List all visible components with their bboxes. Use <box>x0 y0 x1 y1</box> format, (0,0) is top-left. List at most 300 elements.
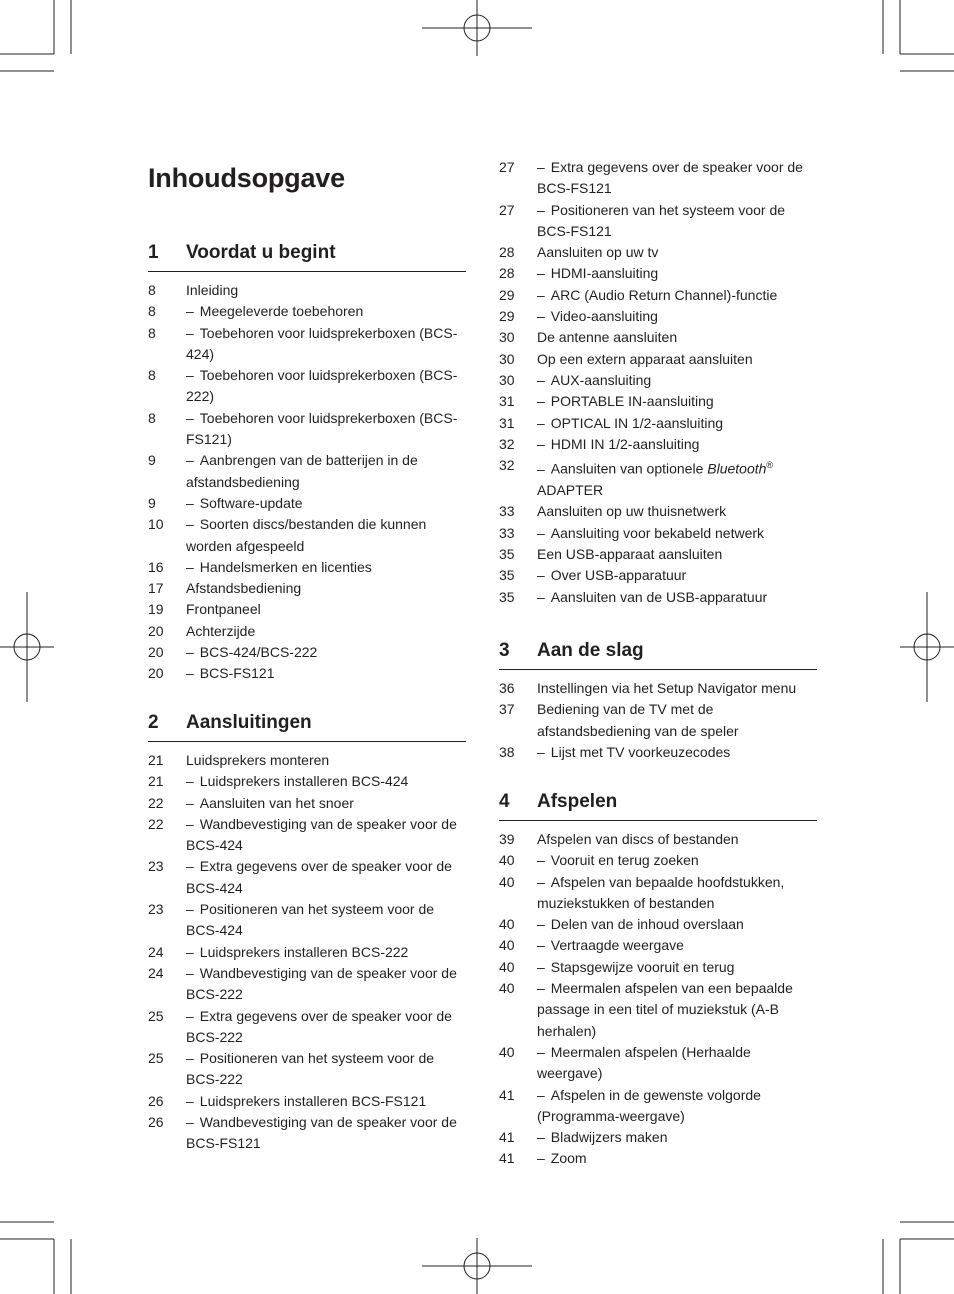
entry-text <box>186 856 466 899</box>
page-number: 31 <box>499 393 515 410</box>
entry-label: Handelsmerken en licenties <box>199 558 372 575</box>
entry-label: Afstandsbediening <box>186 580 302 597</box>
page-number: 8 <box>148 409 156 426</box>
section-heading <box>499 640 817 670</box>
entry-label: De antenne aansluiten <box>537 329 678 346</box>
entry-label: Afspelen van bepaalde hoofdstukken, <box>550 873 785 890</box>
entry-text <box>186 514 466 557</box>
toc-subentry[interactable] <box>148 642 466 663</box>
page-number: 20 <box>148 622 164 639</box>
page-number: 29 <box>499 308 515 325</box>
entry-text <box>186 1091 466 1112</box>
page-number: 37 <box>499 701 515 718</box>
entry-label: Luidsprekers installeren BCS-222 <box>199 943 409 960</box>
entry-label-continued: 222) <box>186 388 215 405</box>
entry-label: Positioneren van het systeem voor de <box>199 1050 435 1067</box>
toc-subentry[interactable] <box>148 963 466 1006</box>
toc-subentry[interactable] <box>499 957 817 978</box>
entry-label: Vooruit en terug zoeken <box>550 852 699 869</box>
entry-text <box>537 544 817 565</box>
entry-text <box>537 850 817 871</box>
entry-label: Meermalen afspelen van een bepaalde <box>550 980 793 997</box>
subentry-dash: – <box>186 1092 194 1109</box>
entry-label: Toebehoren voor luidsprekerboxen (BCS- <box>199 324 458 341</box>
page-number: 40 <box>499 916 515 933</box>
toc-subentry[interactable] <box>148 323 466 366</box>
toc-subentry[interactable] <box>499 523 817 544</box>
entry-text <box>537 678 817 699</box>
toc-subentry[interactable] <box>499 850 817 871</box>
entry-label: Meegeleverde toebehoren <box>199 303 364 320</box>
subentry-dash: – <box>537 1150 545 1167</box>
toc-subentry[interactable] <box>148 771 466 792</box>
toc-subentry[interactable] <box>148 450 466 493</box>
entry-label: Lijst met TV voorkeuzecodes <box>550 743 731 760</box>
subentry-dash: – <box>186 494 194 511</box>
subentry-dash: – <box>186 858 194 875</box>
page-number: 40 <box>499 873 515 890</box>
entry-text <box>537 935 817 956</box>
toc-subentry[interactable] <box>148 856 466 899</box>
toc-subentry[interactable] <box>499 285 817 306</box>
entry-label: HDMI IN 1/2-aansluiting <box>550 435 700 452</box>
page-number: 23 <box>148 858 164 875</box>
toc-subentry[interactable] <box>499 413 817 434</box>
entry-label-continued: BCS-222 <box>186 1028 243 1045</box>
toc-subentry[interactable] <box>148 1112 466 1155</box>
page-number: 27 <box>499 159 515 175</box>
entry-label: Extra gegevens over de speaker voor de <box>550 159 803 175</box>
toc-entry-list <box>148 750 466 1155</box>
entry-label: BCS-FS121 <box>199 665 275 682</box>
entry-label: Extra gegevens over de speaker voor de <box>199 858 452 875</box>
page-number: 27 <box>499 201 515 218</box>
registration-mark-bottom <box>422 1238 532 1294</box>
page-number: 16 <box>148 558 164 575</box>
toc-section-3 <box>499 640 817 763</box>
page-number: 17 <box>148 580 164 597</box>
entry-text <box>186 793 466 814</box>
entry-text <box>186 301 466 322</box>
page-number: 41 <box>499 1086 515 1103</box>
entry-label: Aanbrengen van de batterijen in de <box>199 452 418 469</box>
entry-label-continued: muziekstukken of bestanden <box>537 894 715 911</box>
entry-text <box>186 963 466 1006</box>
entry-label: Meermalen afspelen (Herhaalde <box>550 1043 751 1060</box>
section-number: 4 <box>499 791 510 812</box>
entry-label: Extra gegevens over de speaker voor de <box>199 1007 452 1024</box>
entry-label: OPTICAL IN 1/2-aansluiting <box>550 414 724 431</box>
page-number: 32 <box>499 457 515 474</box>
section-number: 2 <box>148 712 159 733</box>
page-number: 26 <box>148 1114 164 1131</box>
toc-subentry[interactable] <box>148 1006 466 1049</box>
entry-text <box>537 263 817 284</box>
entry-text <box>186 599 466 620</box>
toc-subentry[interactable] <box>148 814 466 857</box>
section-number: 3 <box>499 640 510 661</box>
entry-text <box>537 978 817 1042</box>
entry-label-continued: afstandsbediening <box>186 473 300 490</box>
toc-entry-list <box>499 678 817 763</box>
entry-text <box>537 523 817 544</box>
toc-subentry[interactable] <box>499 306 817 327</box>
entry-label: Wandbevestiging van de speaker voor de <box>199 1114 457 1131</box>
entry-label: Bediening van de TV met de <box>537 701 714 718</box>
subentry-dash: – <box>186 324 194 341</box>
page-number: 23 <box>148 901 164 918</box>
page-number: 41 <box>499 1150 515 1167</box>
subentry-dash: – <box>186 452 194 469</box>
entry-label: Delen van de inhoud overslaan <box>550 916 744 933</box>
subentry-dash: – <box>537 1043 545 1060</box>
page-number: 20 <box>148 665 164 682</box>
entry-label: Over USB-apparatuur <box>550 567 687 584</box>
entry-label: Afspelen van discs of bestanden <box>537 831 739 847</box>
entry-label: Wandbevestiging van de speaker voor de <box>199 815 457 832</box>
page-number: 31 <box>499 414 515 431</box>
toc-entry[interactable] <box>499 349 817 370</box>
toc-entry[interactable] <box>148 621 466 642</box>
toc-entry[interactable] <box>499 327 817 348</box>
toc-subentry[interactable] <box>148 514 466 557</box>
entry-label: Toebehoren voor luidsprekerboxen (BCS- <box>199 409 458 426</box>
subentry-dash: – <box>537 159 545 175</box>
entry-text <box>537 872 817 915</box>
subentry-dash: – <box>186 964 194 981</box>
toc-subentry[interactable] <box>499 1042 817 1085</box>
toc-subentry[interactable] <box>148 899 466 942</box>
entry-label-continued: BCS-424 <box>186 922 243 939</box>
page-number: 22 <box>148 794 164 811</box>
entry-text <box>537 327 817 348</box>
entry-label: HDMI-aansluiting <box>550 265 659 282</box>
subentry-dash: – <box>537 588 545 605</box>
page-number: 8 <box>148 282 156 298</box>
page-number: 21 <box>148 773 164 790</box>
entry-label-continued: herhalen) <box>537 1022 597 1039</box>
subentry-dash: – <box>537 1086 545 1103</box>
toc-subentry[interactable] <box>148 408 466 451</box>
subentry-dash: – <box>537 265 545 282</box>
entry-text <box>537 391 817 412</box>
entry-label-continued: BCS-FS121 <box>186 1135 261 1152</box>
toc-entry[interactable] <box>499 678 817 699</box>
page-number: 8 <box>148 303 156 320</box>
toc-section-4 <box>499 791 817 1170</box>
entry-label: AUX-aansluiting <box>550 371 652 388</box>
entry-text <box>537 1085 817 1128</box>
page-number: 39 <box>499 831 515 847</box>
toc-subentry[interactable] <box>499 157 817 200</box>
entry-text <box>186 750 466 771</box>
toc-subentry[interactable] <box>148 365 466 408</box>
subentry-dash: – <box>537 916 545 933</box>
toc-entry[interactable] <box>499 544 817 565</box>
entry-text <box>537 1148 817 1169</box>
section-number: 1 <box>148 242 159 263</box>
entry-label-continued: (Programma-weergave) <box>537 1107 685 1124</box>
entry-text <box>537 1042 817 1085</box>
entry-text <box>537 285 817 306</box>
toc-subentry[interactable] <box>499 742 817 763</box>
entry-label: BCS-424/BCS-222 <box>199 644 318 661</box>
entry-label-continued: BCS-FS121 <box>537 180 612 197</box>
entry-label: Afspelen in de gewenste volgorde <box>550 1086 761 1103</box>
toc-entry[interactable] <box>148 578 466 599</box>
toc-section-2 <box>148 712 466 1155</box>
toc-subentry[interactable] <box>499 455 817 501</box>
entry-label-continued: BCS-FS121 <box>537 222 612 239</box>
toc-section-2-continued <box>499 157 817 608</box>
subentry-dash: – <box>537 201 545 218</box>
subentry-dash: – <box>186 1007 194 1024</box>
toc-entry-list <box>499 829 817 1170</box>
entry-label-continued: BCS-222 <box>186 1071 243 1088</box>
section-heading <box>148 242 466 272</box>
toc-entry[interactable] <box>148 280 466 301</box>
page-number: 40 <box>499 1043 515 1060</box>
toc-subentry[interactable] <box>499 565 817 586</box>
entry-text <box>537 157 817 200</box>
section-heading <box>499 791 817 821</box>
entry-text <box>537 349 817 370</box>
page-number: 21 <box>148 752 164 768</box>
entry-label: Een USB-apparaat aansluiten <box>537 546 723 562</box>
entry-label-continued: FS121) <box>186 431 232 448</box>
page-number: 24 <box>148 964 164 981</box>
entry-label: Aansluiten op uw thuisnetwerk <box>537 503 727 520</box>
page-number: 38 <box>499 743 515 760</box>
entry-text <box>186 942 466 963</box>
toc-subentry[interactable] <box>148 793 466 814</box>
entry-label-continued: ADAPTER <box>537 482 604 499</box>
subentry-dash: – <box>186 367 194 384</box>
entry-text <box>537 565 817 586</box>
subentry-dash: – <box>537 743 545 760</box>
toc-subentry[interactable] <box>499 1085 817 1128</box>
entry-label: Zoom <box>550 1150 587 1167</box>
registration-mark-left <box>0 592 54 702</box>
toc-subentry[interactable] <box>499 391 817 412</box>
subentry-dash: – <box>537 524 545 541</box>
section-title: Voordat u begint <box>186 242 336 263</box>
page-number: 35 <box>499 546 515 562</box>
entry-label-continued: passage in een titel of muziekstuk (A-B <box>537 1001 780 1018</box>
entry-text <box>186 814 466 857</box>
subentry-dash: – <box>186 409 194 426</box>
subentry-dash: – <box>186 644 194 661</box>
entry-label: Positioneren van het systeem voor de <box>550 201 786 218</box>
registration-mark-right <box>900 592 954 702</box>
page-number: 24 <box>148 943 164 960</box>
entry-text <box>537 914 817 935</box>
page-number: 20 <box>148 644 164 661</box>
entry-text <box>537 200 817 243</box>
entry-text <box>186 323 466 366</box>
toc-entry[interactable] <box>148 750 466 771</box>
toc-subentry[interactable] <box>499 200 817 243</box>
toc-subentry[interactable] <box>148 663 466 684</box>
toc-subentry[interactable] <box>499 434 817 455</box>
entry-label: Achterzijde <box>186 622 256 639</box>
registered-mark: ® <box>766 460 774 471</box>
subentry-dash: – <box>186 815 194 832</box>
toc-subentry[interactable] <box>499 914 817 935</box>
page-title: Inhoudsopgave <box>148 163 345 193</box>
entry-text <box>186 1006 466 1049</box>
entry-text <box>537 587 817 608</box>
toc-subentry[interactable] <box>499 1148 817 1169</box>
page-number: 26 <box>148 1092 164 1109</box>
toc-entry[interactable] <box>499 699 817 742</box>
entry-label: Luidsprekers installeren BCS-FS121 <box>199 1092 427 1109</box>
page-number: 36 <box>499 680 515 696</box>
toc-subentry[interactable] <box>499 1127 817 1148</box>
entry-label: ARC (Audio Return Channel)-functie <box>550 286 778 303</box>
toc-subentry[interactable] <box>148 1091 466 1112</box>
toc-subentry[interactable] <box>499 935 817 956</box>
subentry-dash: – <box>537 873 545 890</box>
page-number: 35 <box>499 567 515 584</box>
subentry-dash: – <box>537 308 545 325</box>
entry-label: Instellingen via het Setup Navigator menu <box>537 680 797 696</box>
subentry-dash: – <box>537 286 545 303</box>
entry-text <box>186 365 466 408</box>
entry-label: Positioneren van het systeem voor de <box>199 901 435 918</box>
entry-label: Video-aansluiting <box>550 308 658 325</box>
page-number: 9 <box>148 494 156 511</box>
subentry-dash: – <box>186 1050 194 1067</box>
entry-text <box>537 370 817 391</box>
subentry-dash: – <box>537 937 545 954</box>
entry-label: Aansluiting voor bekabeld netwerk <box>550 524 765 541</box>
entry-text <box>537 413 817 434</box>
entry-label-continued: BCS-424 <box>186 879 243 896</box>
toc-subentry[interactable] <box>148 301 466 322</box>
page-number: 33 <box>499 503 515 520</box>
entry-label: Frontpaneel <box>186 601 261 618</box>
toc-entry[interactable] <box>499 501 817 522</box>
page-number: 30 <box>499 350 515 367</box>
page-number: 8 <box>148 324 156 341</box>
page-number: 33 <box>499 524 515 541</box>
toc-entry[interactable] <box>499 829 817 850</box>
entry-text <box>537 455 817 501</box>
page-number: 41 <box>499 1129 515 1146</box>
entry-label-continued: 424) <box>186 345 215 362</box>
registration-mark-top <box>422 0 532 56</box>
toc-entry[interactable] <box>499 242 817 263</box>
entry-label: Aansluiten van optionele <box>550 460 708 477</box>
entry-label: Toebehoren voor luidsprekerboxen (BCS- <box>199 367 458 384</box>
page-number: 28 <box>499 244 515 261</box>
toc-subentry[interactable] <box>499 978 817 1042</box>
subentry-dash: – <box>537 435 545 452</box>
page-number: 8 <box>148 367 156 384</box>
entry-text <box>537 434 817 455</box>
entry-text <box>537 829 817 850</box>
section-title: Afspelen <box>537 791 618 812</box>
toc-subentry[interactable] <box>148 1048 466 1091</box>
subentry-dash: – <box>537 567 545 584</box>
entry-text <box>186 557 466 578</box>
page-number: 40 <box>499 980 515 997</box>
subentry-dash: – <box>186 943 194 960</box>
entry-text <box>537 742 817 763</box>
subentry-dash: – <box>537 371 545 388</box>
toc-subentry[interactable] <box>148 493 466 514</box>
page-number: 30 <box>499 371 515 388</box>
toc-subentry[interactable] <box>148 942 466 963</box>
toc-subentry[interactable] <box>499 872 817 915</box>
entry-text <box>186 899 466 942</box>
entry-text <box>537 699 817 742</box>
toc-entry[interactable] <box>148 599 466 620</box>
page-number: 40 <box>499 958 515 975</box>
subentry-dash: – <box>537 460 545 477</box>
subentry-dash: – <box>186 773 194 790</box>
entry-label: Wandbevestiging van de speaker voor de <box>199 964 457 981</box>
page-number: 30 <box>499 329 515 346</box>
page-number: 25 <box>148 1007 164 1024</box>
subentry-dash: – <box>537 393 545 410</box>
page-number: 9 <box>148 452 156 469</box>
toc-subentry[interactable] <box>499 370 817 391</box>
page-number: 40 <box>499 852 515 869</box>
section-heading <box>148 712 466 742</box>
entry-text <box>537 501 817 522</box>
entry-label: Bladwijzers maken <box>550 1129 668 1146</box>
entry-text <box>186 663 466 684</box>
subentry-dash: – <box>186 516 194 533</box>
page-number: 40 <box>499 937 515 954</box>
entry-label: Luidsprekers installeren BCS-424 <box>199 773 409 790</box>
subentry-dash: – <box>186 303 194 320</box>
entry-text <box>186 771 466 792</box>
page-number: 22 <box>148 815 164 832</box>
page-number: 10 <box>148 516 164 533</box>
toc-entry-list <box>499 157 817 608</box>
entry-label-continued: worden afgespeeld <box>186 537 305 554</box>
entry-text <box>186 621 466 642</box>
entry-label: Aansluiten van de USB-apparatuur <box>550 588 768 605</box>
entry-text <box>537 242 817 263</box>
subentry-dash: – <box>186 794 194 811</box>
entry-text <box>186 1048 466 1091</box>
entry-label: Inleiding <box>186 282 239 298</box>
toc-subentry[interactable] <box>499 263 817 284</box>
toc-subentry[interactable] <box>499 587 817 608</box>
subentry-dash: – <box>186 1114 194 1131</box>
entry-text <box>186 1112 466 1155</box>
page-number: 25 <box>148 1050 164 1067</box>
entry-label-continued: weergave) <box>537 1065 603 1082</box>
toc-section-1 <box>148 242 466 685</box>
entry-text <box>186 642 466 663</box>
page-number: 19 <box>148 601 164 618</box>
entry-label: Vertraagde weergave <box>550 937 684 954</box>
entry-text <box>186 280 466 301</box>
subentry-dash: – <box>186 901 194 918</box>
subentry-dash: – <box>537 958 545 975</box>
toc-entry-list <box>148 280 466 685</box>
toc-subentry[interactable] <box>148 557 466 578</box>
entry-label: Op een extern apparaat aansluiten <box>537 350 753 367</box>
subentry-dash: – <box>186 665 194 682</box>
entry-label: Luidsprekers monteren <box>186 752 330 768</box>
subentry-dash: – <box>537 852 545 869</box>
